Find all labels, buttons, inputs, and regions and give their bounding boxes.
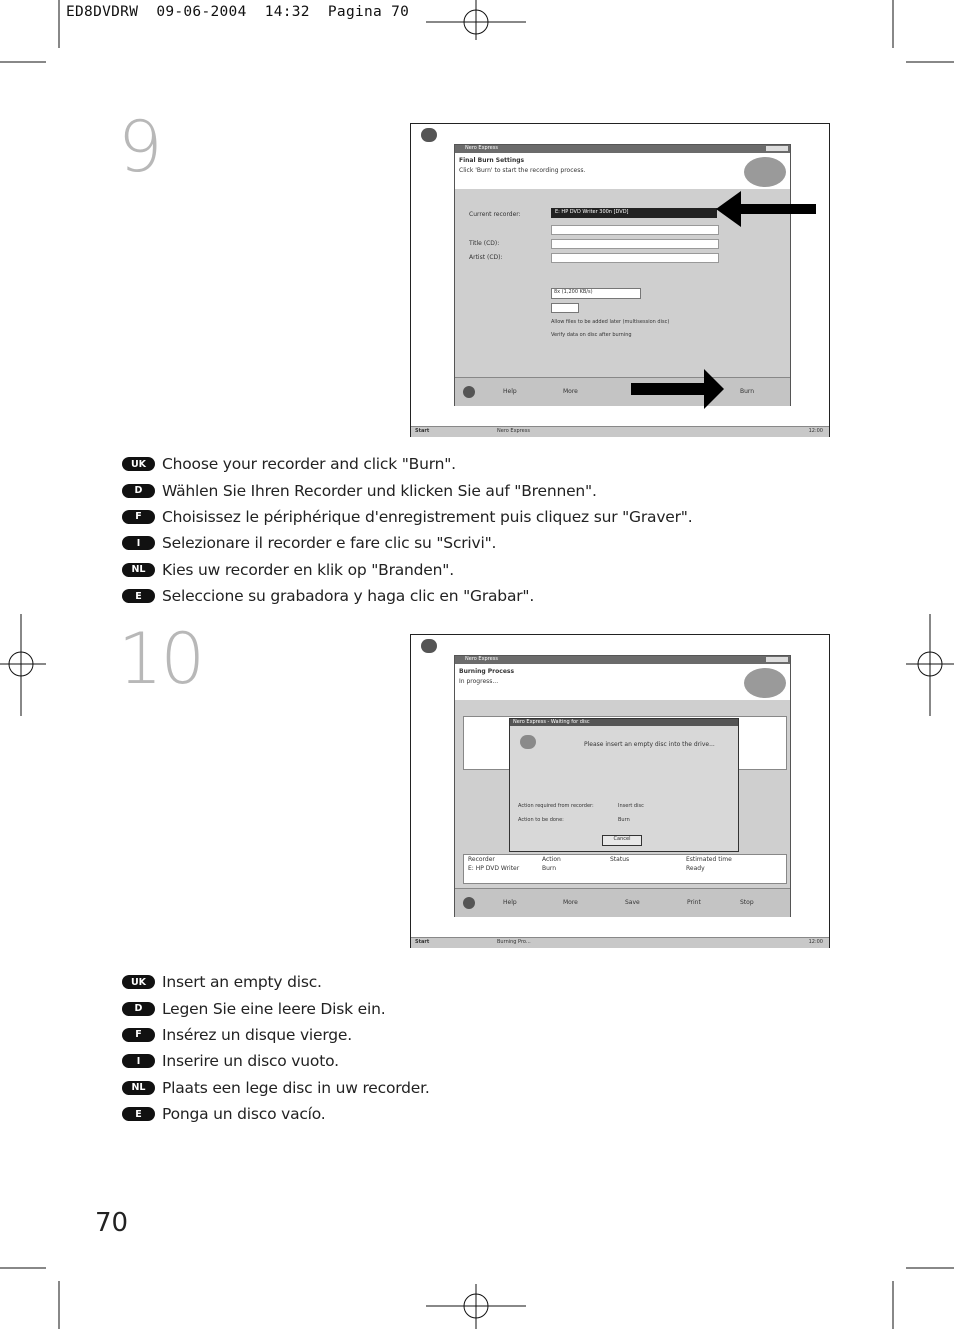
more-button[interactable]: More xyxy=(563,899,578,906)
taskbar-task[interactable]: Nero Express xyxy=(497,428,530,434)
language-badge: UK xyxy=(122,457,155,471)
instruction-row xyxy=(122,1048,430,1074)
slug-time: 14:32 xyxy=(264,4,310,20)
window-controls[interactable] xyxy=(766,657,788,662)
title-input[interactable] xyxy=(551,239,719,249)
instruction-text: Insérez un disque vierge. xyxy=(162,1025,352,1044)
header-panel xyxy=(455,664,790,700)
slug-date: 09-06-2004 xyxy=(156,4,247,20)
app-window xyxy=(454,144,791,406)
panel-heading: Burning Process xyxy=(459,668,515,675)
table-header-action: Action xyxy=(542,856,561,863)
dialog-cancel-button[interactable]: Cancel xyxy=(602,835,642,846)
instruction-row xyxy=(122,969,430,995)
option-verify[interactable]: Verify data on disc after burning xyxy=(551,332,632,338)
instruction-row xyxy=(122,451,692,477)
language-badge: E xyxy=(122,1107,155,1121)
window-controls[interactable] xyxy=(766,146,788,151)
page-number: 70 xyxy=(95,1208,129,1238)
instruction-text: Inserire un disco vuoto. xyxy=(162,1052,339,1071)
slug-page: Pagina 70 xyxy=(327,4,410,20)
print-button[interactable]: Print xyxy=(687,899,701,906)
language-badge: UK xyxy=(122,975,155,989)
table-cell-recorder: E: HP DVD Writer xyxy=(468,865,520,872)
nero-button-icon[interactable] xyxy=(463,386,475,398)
instructions-step-9 xyxy=(122,451,692,609)
instruction-text: Choisissez le périphérique d'enregistrement puis cliquez sur "Graver". xyxy=(162,507,693,526)
language-badge: I xyxy=(122,536,155,550)
slug-code: ED8DVDRW xyxy=(66,4,139,20)
instruction-row xyxy=(122,477,692,503)
button-bar xyxy=(455,888,790,917)
recorder-select[interactable] xyxy=(551,208,717,218)
language-badge: NL xyxy=(122,563,155,577)
instruction-text: Legen Sie eine leere Disk ein. xyxy=(162,999,386,1018)
artist-input[interactable] xyxy=(551,253,719,263)
nero-logo xyxy=(744,668,786,698)
save-button[interactable]: Save xyxy=(625,899,640,906)
instruction-text: Selezionare il recorder e fare clic su "Scrivi". xyxy=(162,534,497,553)
table-header-recorder: Recorder xyxy=(468,856,495,863)
instruction-row xyxy=(122,995,430,1021)
screenshot-burning-process xyxy=(410,634,830,948)
start-button[interactable]: Start xyxy=(415,939,430,945)
instruction-text: Choose your recorder and click "Burn". xyxy=(162,455,456,474)
instruction-text: Seleccione su grabadora y haga clic en "Grabar". xyxy=(162,587,535,606)
taskbar xyxy=(411,937,829,948)
field-label-recorder: Current recorder: xyxy=(469,211,521,218)
instructions-step-10 xyxy=(122,969,430,1127)
language-badge: F xyxy=(122,510,155,524)
table-header-time: Estimated time xyxy=(686,856,732,863)
language-badge: D xyxy=(122,484,155,498)
desktop-icon xyxy=(421,128,437,142)
copies-stepper[interactable] xyxy=(551,303,579,313)
title-bar xyxy=(455,145,790,153)
print-slug xyxy=(66,4,409,20)
help-button[interactable]: Help xyxy=(503,899,517,906)
start-button[interactable]: Start xyxy=(415,428,430,434)
language-badge: F xyxy=(122,1028,155,1042)
taskbar-task[interactable]: Burning Pro... xyxy=(497,939,531,945)
language-badge: NL xyxy=(122,1081,155,1095)
dialog-row-value: Insert disc xyxy=(618,803,644,809)
arrow-to-recorder-icon xyxy=(711,189,821,229)
instruction-row xyxy=(122,1075,430,1101)
instruction-text: Ponga un disco vacío. xyxy=(162,1105,326,1124)
language-badge: D xyxy=(122,1002,155,1016)
instruction-row xyxy=(122,504,692,530)
speed-value: 8x (1,200 KB/s) xyxy=(554,289,593,295)
step-number-10: 10 xyxy=(118,618,204,700)
table-header-status: Status xyxy=(610,856,630,863)
header-panel xyxy=(455,153,790,189)
app-window xyxy=(454,655,791,917)
instruction-row xyxy=(122,583,692,609)
title-bar xyxy=(455,656,790,664)
panel-subheading: Click 'Burn' to start the recording process. xyxy=(459,167,586,174)
stop-button[interactable]: Stop xyxy=(740,899,754,906)
language-badge: I xyxy=(122,1054,155,1068)
dialog-row-label: Action to be done: xyxy=(518,817,564,823)
nero-button-icon[interactable] xyxy=(463,897,475,909)
insert-disc-dialog xyxy=(509,718,739,852)
dialog-row-value: Burn xyxy=(618,817,630,823)
dialog-message: Please insert an empty disc into the drive... xyxy=(584,741,715,748)
field-label-title: Title (CD): xyxy=(469,240,500,247)
burn-button[interactable]: Burn xyxy=(740,388,755,395)
instruction-row xyxy=(122,1022,430,1048)
instruction-row xyxy=(122,530,692,556)
desktop-icon xyxy=(421,639,437,653)
instruction-text: Insert an empty disc. xyxy=(162,973,322,992)
option-multisession[interactable]: Allow files to be added later (multisession disc) xyxy=(551,319,670,325)
table-cell-action: Burn xyxy=(542,865,557,872)
screenshot-final-burn-settings xyxy=(410,123,830,437)
taskbar-clock: 12:00 xyxy=(808,939,823,945)
nero-logo xyxy=(744,157,786,187)
disc-icon xyxy=(520,735,536,749)
field-label-artist: Artist (CD): xyxy=(469,254,503,261)
arrow-to-burn-icon xyxy=(629,366,729,412)
recorder-table xyxy=(463,854,787,884)
recorder-value: E: HP DVD Writer 300n [DVD] xyxy=(555,209,629,215)
language-badge: E xyxy=(122,589,155,603)
dialog-title-bar xyxy=(510,719,738,726)
dialog-title: Nero Express - Waiting for disc xyxy=(513,719,590,725)
instruction-text: Wählen Sie Ihren Recorder und klicken Sie auf "Brennen". xyxy=(162,481,597,500)
instruction-row xyxy=(122,1101,430,1127)
more-button[interactable]: More xyxy=(563,388,578,395)
panel-heading: Final Burn Settings xyxy=(459,157,525,164)
taskbar-clock: 12:00 xyxy=(808,428,823,434)
table-cell-time: Ready xyxy=(686,865,705,872)
dialog-row-label: Action required from recorder: xyxy=(518,803,594,809)
instruction-text: Kies uw recorder en klik op "Branden". xyxy=(162,560,454,579)
panel-subheading: In progress... xyxy=(459,678,499,685)
instruction-text: Plaats een lege disc in uw recorder. xyxy=(162,1078,430,1097)
taskbar xyxy=(411,426,829,437)
name-input[interactable] xyxy=(551,225,719,235)
speed-select[interactable] xyxy=(551,288,641,299)
step-number-9: 9 xyxy=(118,106,161,188)
window-title: Nero Express xyxy=(465,656,498,662)
help-button[interactable]: Help xyxy=(503,388,517,395)
window-title: Nero Express xyxy=(465,145,498,151)
instruction-row xyxy=(122,557,692,583)
button-bar xyxy=(455,377,790,406)
